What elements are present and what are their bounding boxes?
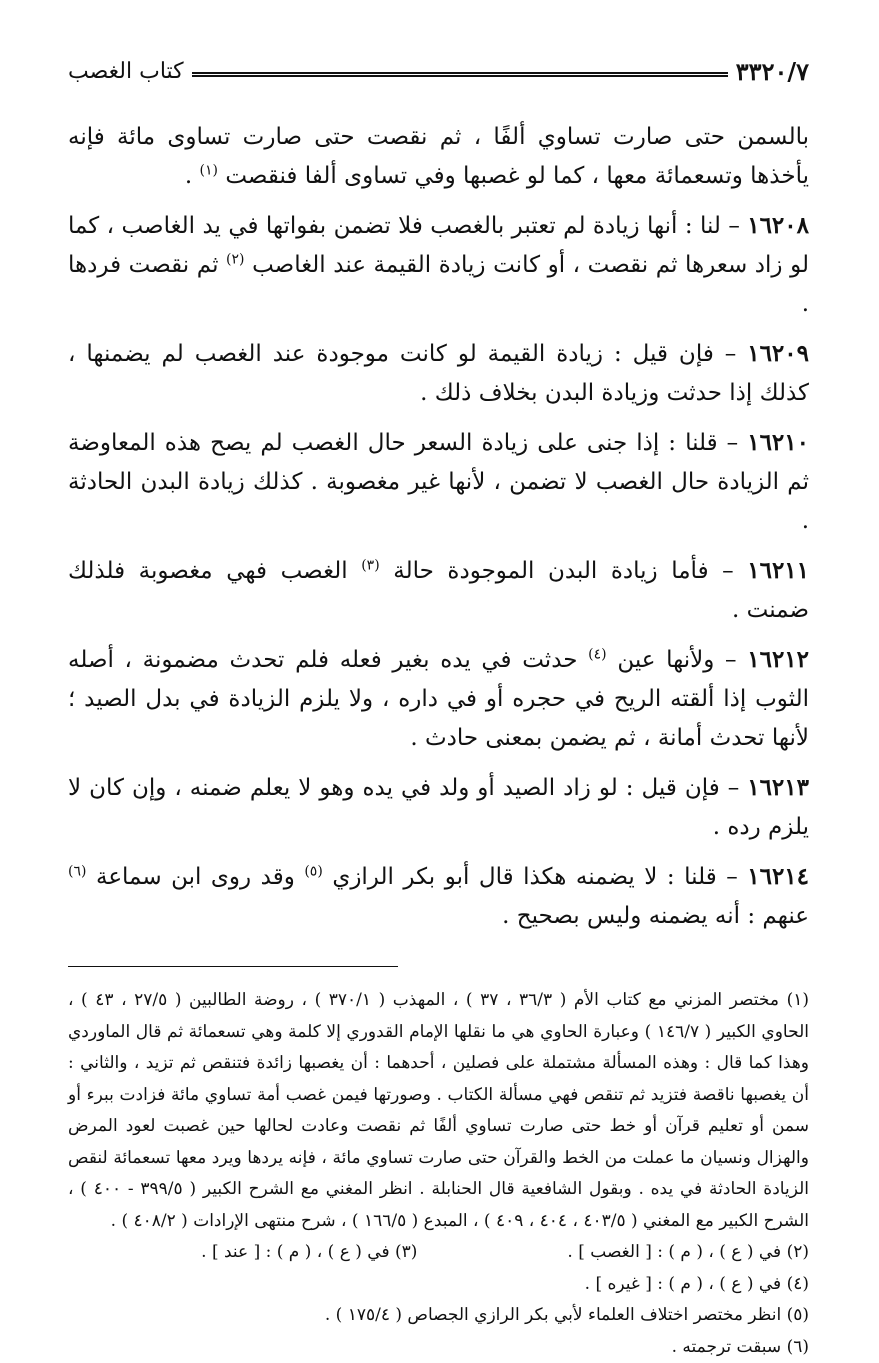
page-header (68, 52, 809, 92)
paragraph-number: ١٦٢١٢ (747, 646, 809, 673)
footnote-1: (١) مختصر المزني مع كتاب الأم ( ٣٦/٣ ، ٣٧ ) ، المهذب ( ٣٧٠/١ ) ، روضة الطالبين ( ٢٧/٥ ، ٤٣ ) ، الحاوي الكبير ( ١٤٦/٧ ) وعبارة الحاوي هي ما نقلها الإمام القدوري إلا كلمة وهي تسعمائة ثم قال الماوردي وهذا كما قال : وهذه المسألة مشتملة على فصلين ، أحدهما : أن يغصبها زائدة فتنقص ثم تزيد ، والثاني : أن يغصبها ناقصة فتزيد ثم تنقص فهي مسألة الكتاب . وصورتها فيمن غصب أمة تساوي مائة فزادت ببرء أو سمن أو تعليم قرآن أو خط حتى صارت تساوي ألفًا ثم نقصت وعادت لحالها حين غصبت لعود المرض والهزال ونسيان ما عملت من الخط والقرآن حتى صارت تساوي مائة ، فإنه يردها ويرد معها تسعمائة لنقص الزيادة الحادثة في يده . وبقول الشافعية قال الحنابلة . انظر المغني مع الشرح الكبير ( ٣٩٩/٥ - ٤٠٠ ) ، الشرح الكبير مع المغني ( ٤٠٣/٥ ، ٤٠٤ ، ٤٠٩ ) ، المبدع ( ١٦٦/٥ ) ، شرح منتهى الإرادات ( ٤٠٨/٢ ) . (68, 985, 809, 1237)
paragraph: ١٦٢١٣ – فإن قيل : لو زاد الصيد أو ولد في يده وهو لا يعلم ضمنه ، وإن كان لا يلزم رده . (68, 768, 809, 847)
paragraph: ١٦٢١٢ – ولأنها عين $^{(٤)}$ حدثت في يده بغير فعله فلم تحدث مضمونة ، أصله الثوب إذا ألقته الريح في حجره أو في داره ، ولا يلزم الزيادة في بدل الصيد ؛ لأنها تحدث أمانة ، ثم يضمن بمعنى حادث . (68, 640, 809, 758)
footnote-ref: (٣) (361, 557, 379, 573)
footnote-5: (٥) انظر مختصر اختلاف العلماء لأبي بكر الرازي الجصاص ( ١٧٥/٤ ) . (68, 1300, 809, 1332)
paragraph-number: ١٦٢١١ (747, 557, 809, 584)
paragraph-number: ١٦٢١٣ (747, 774, 809, 801)
paragraph-number: ١٦٢٠٨ (747, 212, 809, 239)
paragraph: ١٦٢١٠ – قلنا : إذا جنى على زيادة السعر حال الغصب لم يصح هذه المعاوضة ثم الزيادة حال الغصب لا تضمن ، لأنها غير مغصوبة . كذلك زيادة البدن الحادثة . (68, 423, 809, 541)
page-number: ٣٣٢٠/٧ (736, 60, 809, 84)
footnote-ref: (٥) (304, 863, 322, 879)
footnote-2: (٢) في ( ع ) ، ( م ) : [ الغصب ] . (567, 1237, 809, 1269)
main-text (68, 118, 809, 936)
footnote-6: (٦) سبقت ترجمته . (68, 1332, 809, 1363)
footnote-ref: (٢) (226, 251, 244, 267)
footnote-row (68, 1237, 809, 1269)
paragraph: ١٦٢١١ – فأما زيادة البدن الموجودة حالة $^{(٣)}$ الغصب فهي مغصوبة فلذلك ضمنت . (68, 551, 809, 630)
paragraph-number: ١٦٢١٤ (747, 863, 809, 890)
footnote-ref: (٤) (588, 646, 606, 662)
book-page (68, 52, 809, 1322)
footnote-separator (68, 966, 398, 967)
paragraph: ١٦٢٠٨ – لنا : أنها زيادة لم تعتبر بالغصب فلا تضمن بفواتها في يد الغاصب ، كما لو زاد سعرها ثم نقصت ، أو كانت زيادة القيمة عند الغاصب $^{(٢)}$ ثم نقصت فردها . (68, 206, 809, 324)
footnote-ref: (١) (200, 162, 218, 178)
paragraph: ١٦٢١٤ – قلنا : لا يضمنه هكذا قال أبو بكر الرازي $^{(٥)}$ وقد روى ابن سماعة $^{(٦)}$ عنهم : أنه يضمنه وليس بصحيح . (68, 857, 809, 936)
footnote-ref: (٦) (68, 863, 86, 879)
footnote-4: (٤) في ( ع ) ، ( م ) : [ غيره ] . (68, 1269, 809, 1301)
paragraph: بالسمن حتى صارت تساوي ألفًا ، ثم نقصت حتى صارت تساوى مائة فإنه يأخذها وتسعمائة معها ، كما لو غصبها وفي تساوى ألفا فنقصت $^{(١)}$ . (68, 118, 809, 196)
paragraph-number: ١٦٢١٠ (747, 429, 809, 456)
header-rule (192, 72, 728, 77)
paragraph-number: ١٦٢٠٩ (747, 340, 809, 367)
footnotes (68, 985, 809, 1363)
footnote-3: (٣) في ( ع ) ، ( م ) : [ عند ] . (201, 1237, 417, 1269)
paragraph: ١٦٢٠٩ – فإن قيل : زيادة القيمة لو كانت موجودة عند الغصب لم يضمنها ، كذلك إذا حدثت وزيادة البدن بخلاف ذلك . (68, 334, 809, 413)
running-title: كتاب الغصب (68, 61, 184, 83)
